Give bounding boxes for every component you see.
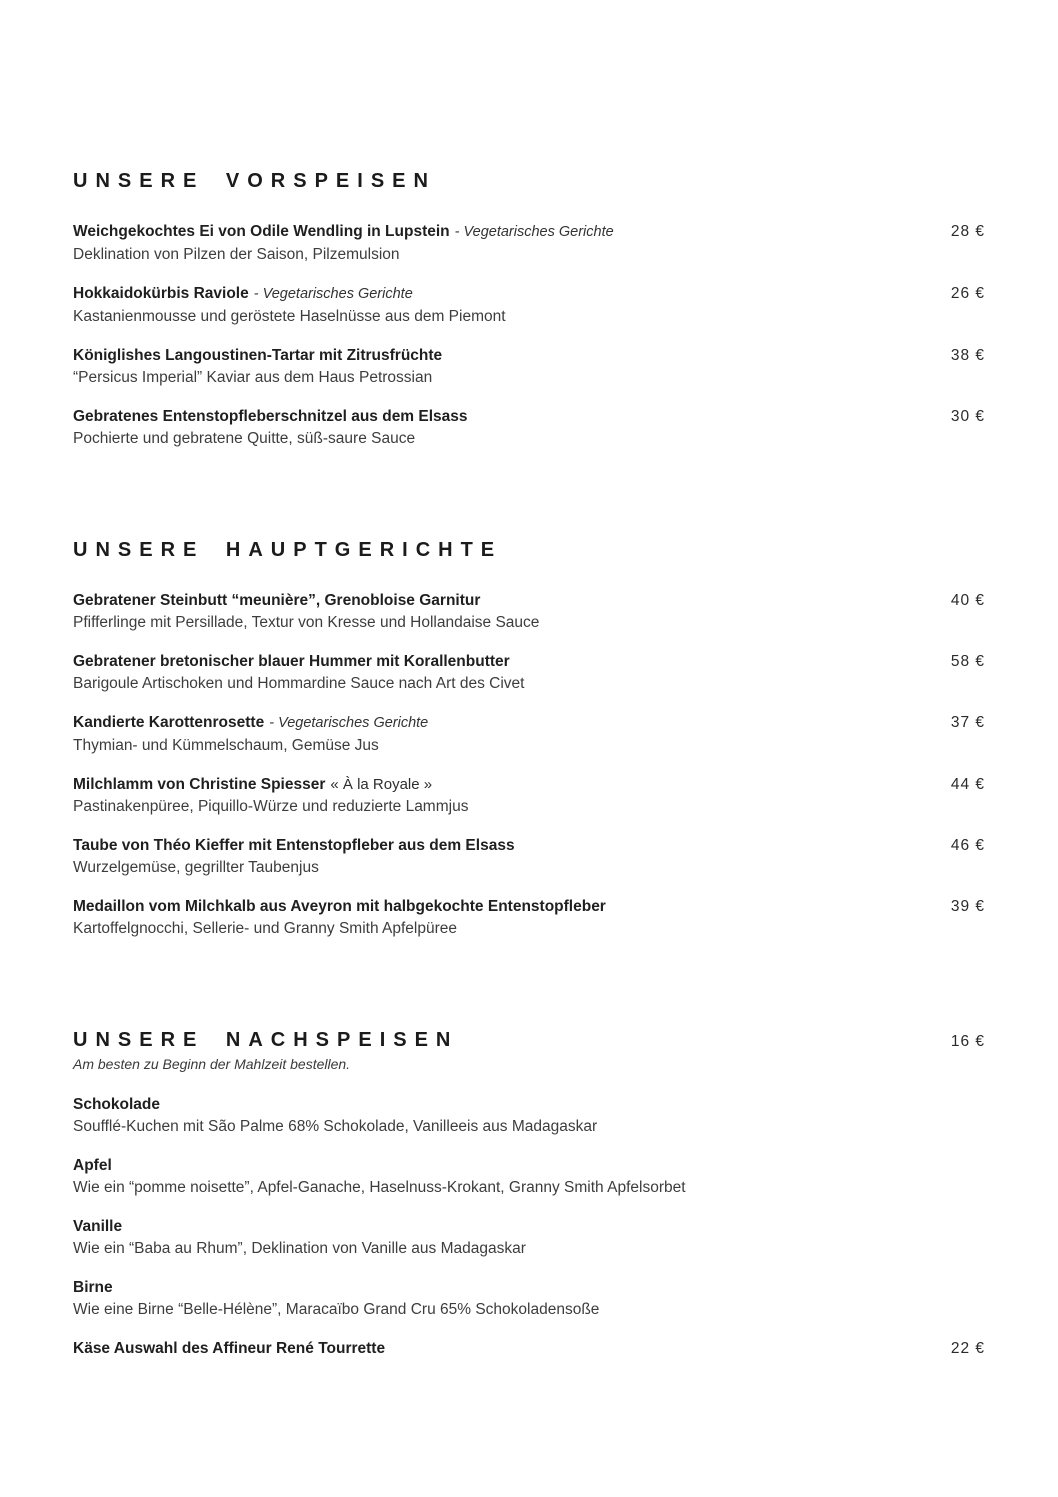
section-price: 16 € <box>950 1033 985 1050</box>
item-titleline <box>73 406 468 427</box>
section-hauptgerichte <box>73 539 985 939</box>
dish-price: 39 € <box>950 898 985 915</box>
item-row <box>73 1216 985 1237</box>
item-row <box>73 283 985 305</box>
item-titleline <box>73 1094 160 1115</box>
dish-description: Deklination von Pilzen der Saison, Pilzemulsion <box>73 246 400 263</box>
section-subtitle: Am besten zu Beginn der Mahlzeit bestellen. <box>73 1056 351 1072</box>
dish-price: 38 € <box>950 347 985 364</box>
item-row <box>73 774 985 795</box>
item-titleline <box>73 835 515 856</box>
item-titleline <box>73 1277 113 1298</box>
vegetarian-tag: - Vegetarisches Gerichte <box>454 224 614 240</box>
menu-item <box>73 345 985 388</box>
menu-item <box>73 1155 985 1198</box>
item-row <box>73 712 985 734</box>
item-row <box>73 345 985 366</box>
dish-description: Wie eine Birne “Belle-Hélène”, Maracaïbo Grand Cru 65% Schokoladensoße <box>73 1301 600 1318</box>
item-row <box>73 651 985 672</box>
section-heading-vorspeisen: UNSERE VORSPEISEN <box>73 170 436 192</box>
dish-description: Kartoffelgnocchi, Sellerie- und Granny Smith Apfelpüree <box>73 920 457 937</box>
dish-description: Wie ein “Baba au Rhum”, Deklination von Vanille aus Madagaskar <box>73 1240 526 1257</box>
dish-description: “Persicus Imperial” Kaviar aus dem Haus Petrossian <box>73 369 433 386</box>
item-row <box>73 1094 985 1115</box>
item-row <box>73 1155 985 1176</box>
section-heading-hauptgerichte: UNSERE HAUPTGERICHTE <box>73 539 503 561</box>
dish-description: Wurzelgemüse, gegrillter Taubenjus <box>73 859 319 876</box>
dish-price: 40 € <box>950 592 985 609</box>
dish-description: Pochierte und gebratene Quitte, süß-saure Sauce <box>73 430 416 447</box>
dish-description: Pastinakenpüree, Piquillo-Würze und reduzierte Lammjus <box>73 798 469 815</box>
menu-item <box>73 896 985 939</box>
dish-name: Birne <box>73 1279 113 1296</box>
menu-item <box>73 1094 985 1137</box>
item-titleline <box>73 1216 122 1237</box>
item-row <box>73 221 985 243</box>
menu-item <box>73 590 985 633</box>
dish-price: 46 € <box>950 837 985 854</box>
menu-item <box>73 406 985 449</box>
dish-description: Wie ein “pomme noisette”, Apfel-Ganache, Haselnuss-Krokant, Granny Smith Apfelsorbet <box>73 1179 686 1196</box>
dish-description: Pfifferlinge mit Persillade, Textur von Kresse und Hollandaise Sauce <box>73 614 540 631</box>
section-nachspeisen <box>73 1029 985 1359</box>
menu-item <box>73 835 985 878</box>
item-titleline <box>73 1155 112 1176</box>
section-header <box>73 170 985 193</box>
dish-name: Gebratenes Entenstopfleberschnitzel aus dem Elsass <box>73 408 468 425</box>
dish-name: Gebratener bretonischer blauer Hummer mit Korallenbutter <box>73 653 510 670</box>
menu-item <box>73 1277 985 1320</box>
item-titleline <box>73 1338 385 1359</box>
dish-name: Taube von Théo Kieffer mit Entenstopfleber aus dem Elsass <box>73 837 515 854</box>
menu-item <box>73 774 985 817</box>
item-row <box>73 590 985 611</box>
dish-price: 26 € <box>950 285 985 302</box>
item-titleline <box>73 651 510 672</box>
dish-style-note: « À la Royale » <box>330 776 433 793</box>
menu-item <box>73 651 985 694</box>
dish-description: Kastanienmousse und geröstete Haselnüsse aus dem Piemont <box>73 308 506 325</box>
vegetarian-tag: - Vegetarisches Gerichte <box>269 715 429 731</box>
item-titleline <box>73 221 614 243</box>
section-header <box>73 539 985 562</box>
dish-name: Vanille <box>73 1218 123 1235</box>
item-row <box>73 896 985 917</box>
dish-price: 44 € <box>950 776 985 793</box>
section-header <box>73 1029 985 1052</box>
item-titleline <box>73 896 606 917</box>
dish-name: Weichgekochtes Ei von Odile Wendling in Lupstein <box>73 223 450 240</box>
item-row <box>73 1338 985 1359</box>
dish-price: 30 € <box>950 408 985 425</box>
menu-item <box>73 283 985 327</box>
item-titleline <box>73 712 428 734</box>
dish-name: Gebratener Steinbutt “meunière”, Grenobloise Garnitur <box>73 592 481 609</box>
item-row <box>73 406 985 427</box>
item-row <box>73 1277 985 1298</box>
section-vorspeisen <box>73 170 985 449</box>
dish-name: Käse Auswahl des Affineur René Tourrette <box>73 1340 386 1357</box>
dish-price: 22 € <box>950 1340 985 1357</box>
menu-item <box>73 1216 985 1259</box>
dish-name: Medaillon vom Milchkalb aus Aveyron mit halbgekochte Entenstopfleber <box>73 898 606 915</box>
dish-description: Barigoule Artischoken und Hommardine Sauce nach Art des Civet <box>73 675 525 692</box>
dish-price: 37 € <box>950 714 985 731</box>
menu-item <box>73 221 985 265</box>
item-titleline <box>73 590 480 611</box>
dish-name: Hokkaidokürbis Raviole <box>73 285 249 302</box>
dish-price: 58 € <box>950 653 985 670</box>
section-heading-nachspeisen: UNSERE NACHSPEISEN <box>73 1029 459 1051</box>
item-row <box>73 835 985 856</box>
dish-price: 28 € <box>950 223 985 240</box>
dish-description: Thymian- und Kümmelschaum, Gemüse Jus <box>73 737 379 754</box>
dish-name: Milchlamm von Christine Spiesser <box>73 776 326 793</box>
dish-name: Königlishes Langoustinen-Tartar mit Zitrusfrüchte <box>73 347 443 364</box>
dish-name: Kandierte Karottenrosette <box>73 714 265 731</box>
dish-description: Soufflé-Kuchen mit São Palme 68% Schokolade, Vanilleeis aus Madagaskar <box>73 1118 598 1135</box>
item-titleline <box>73 283 413 305</box>
item-titleline <box>73 774 432 795</box>
vegetarian-tag: - Vegetarisches Gerichte <box>253 286 413 302</box>
dish-name: Apfel <box>73 1157 112 1174</box>
dish-name: Schokolade <box>73 1096 160 1113</box>
item-titleline <box>73 345 442 366</box>
menu-item <box>73 1338 985 1359</box>
menu-item <box>73 712 985 756</box>
